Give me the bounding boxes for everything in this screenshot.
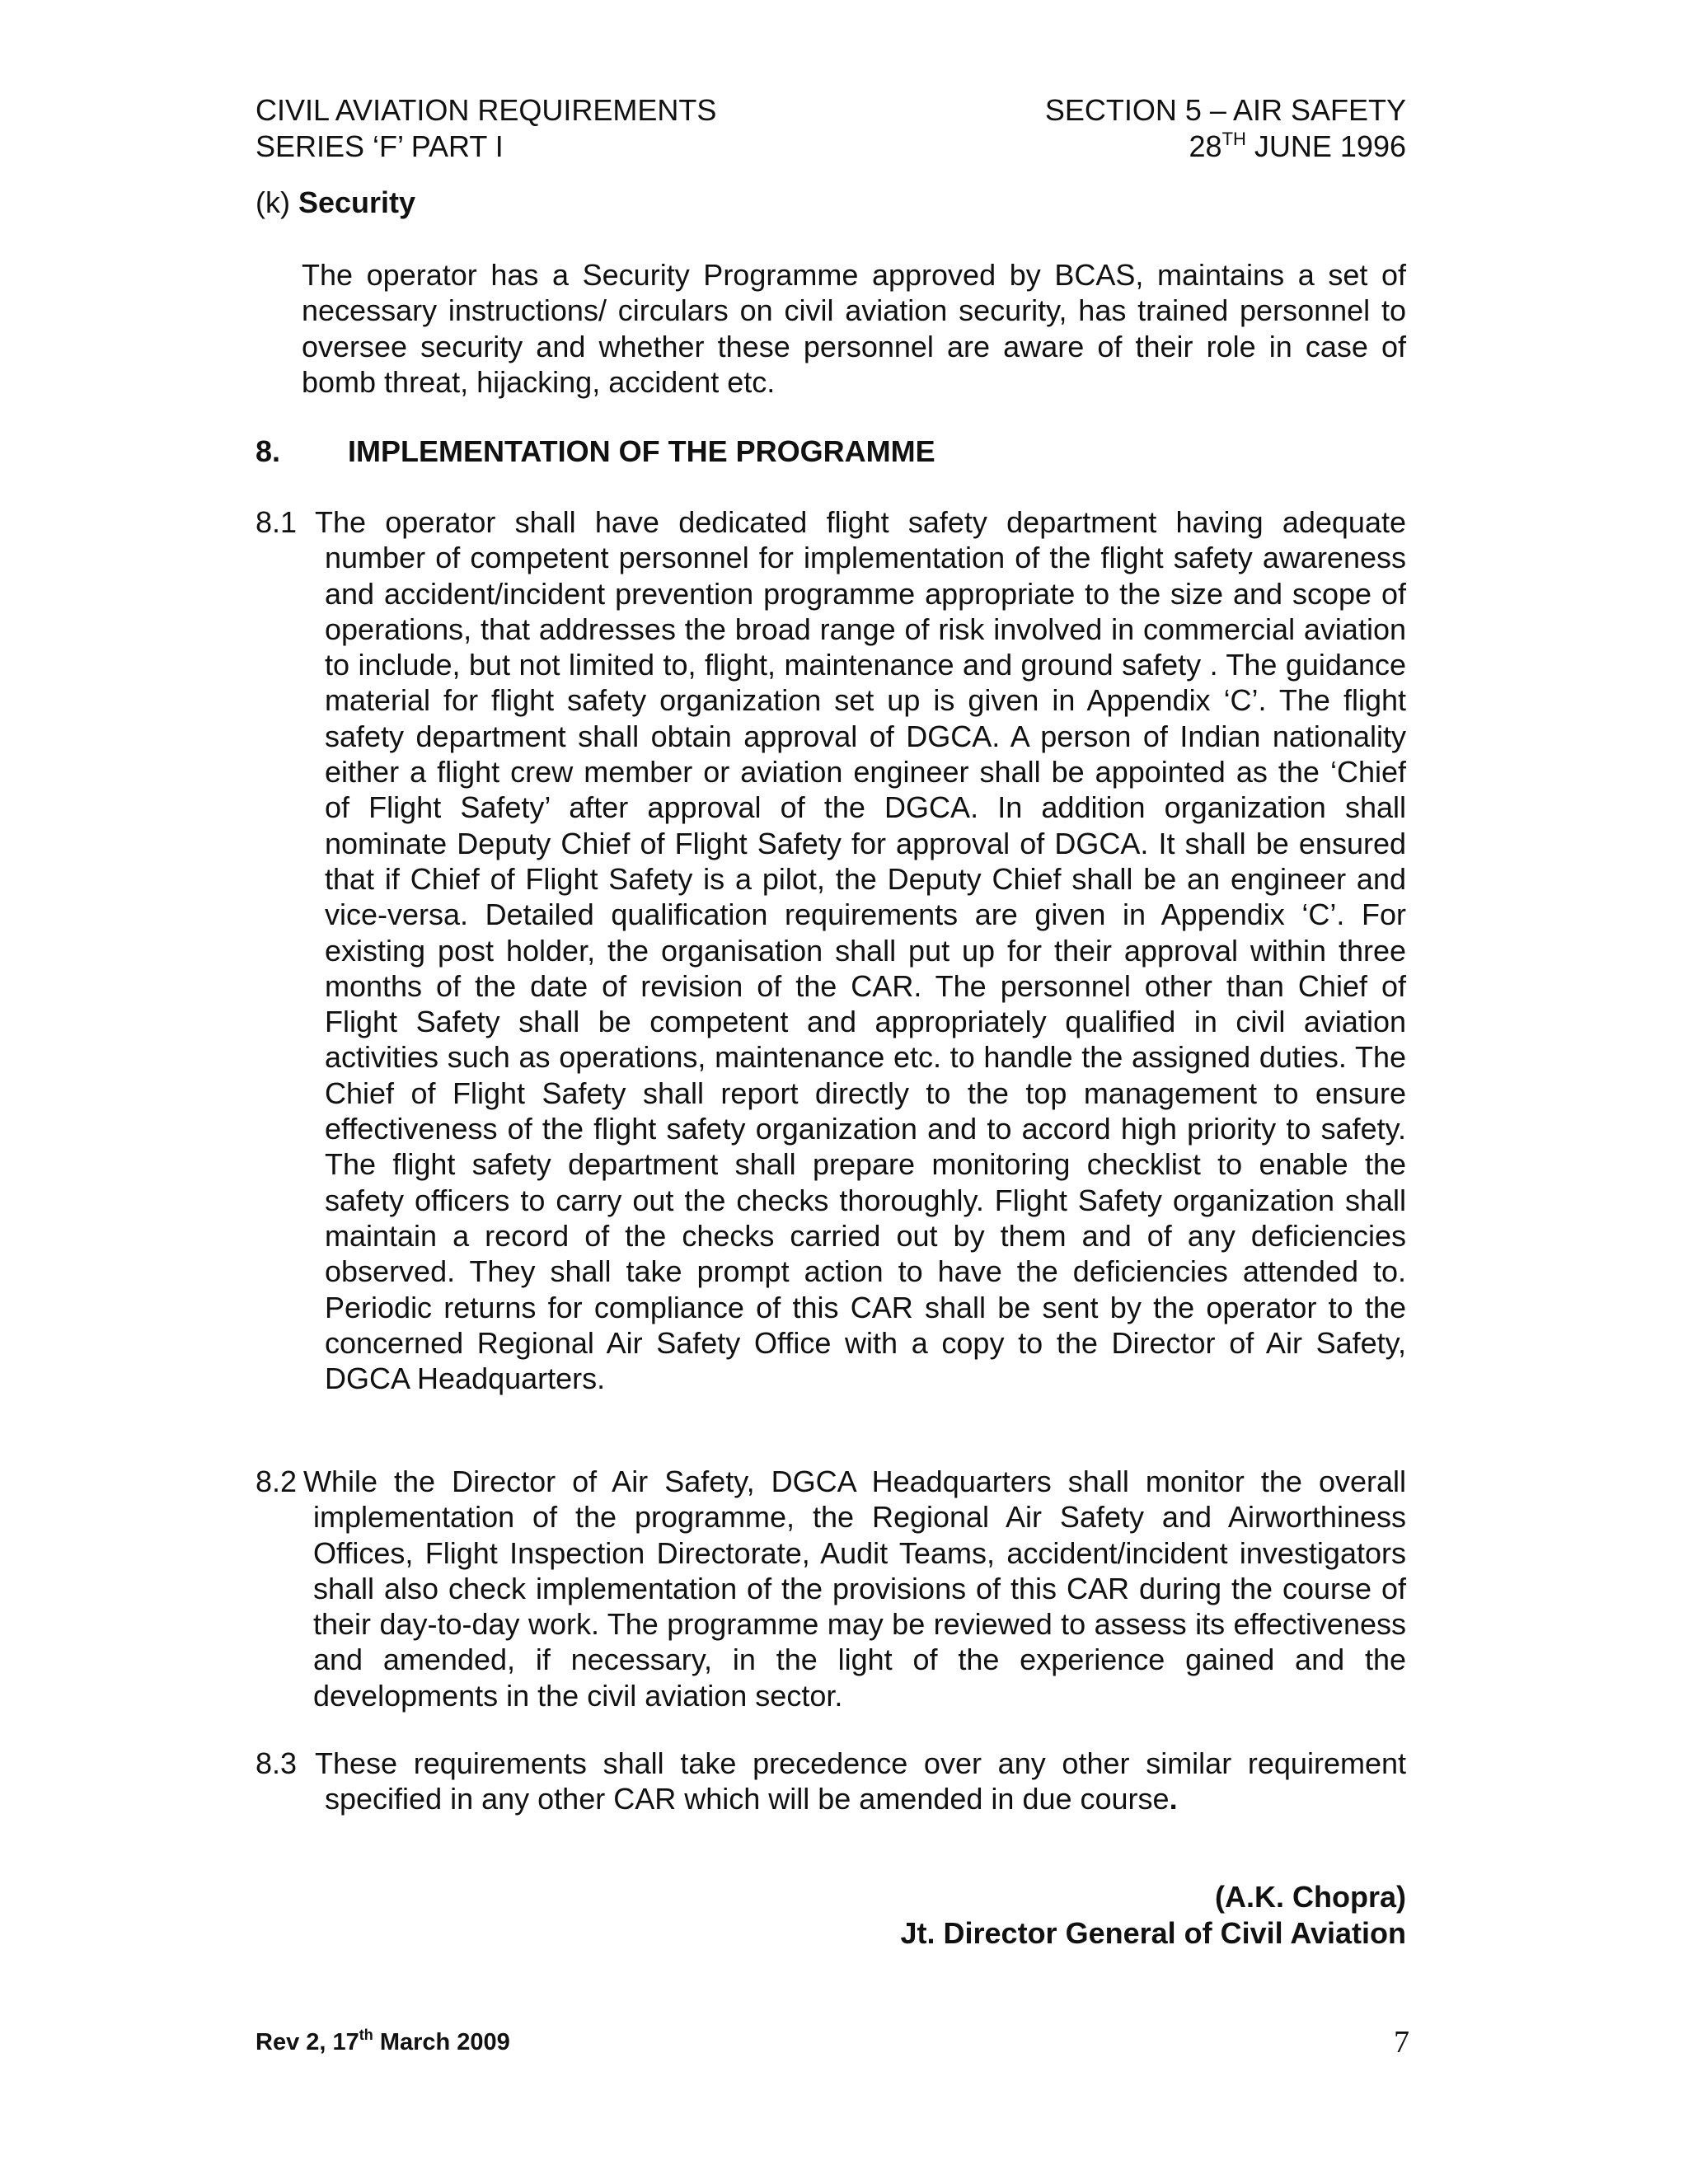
item-k-label: (k) — [256, 185, 290, 219]
header-section: SECTION 5 – AIR SAFETY — [1044, 93, 1406, 127]
header-right — [1045, 92, 1406, 165]
clause-8-1 — [256, 504, 1406, 1396]
section-8-title: IMPLEMENTATION OF THE PROGRAMME — [348, 434, 935, 468]
signatory-title: Jt. Director General of Civil Aviation — [900, 1916, 1406, 1950]
item-k-heading — [256, 185, 415, 221]
clause-8-2 — [256, 1464, 1406, 1713]
clause-number: 8.2 — [256, 1465, 298, 1498]
revision-footer — [256, 2029, 510, 2056]
revision-prefix: Rev 2, 17 — [256, 2029, 359, 2055]
clause-number: 8.3 — [256, 1746, 298, 1780]
revision-sup: th — [359, 2027, 373, 2043]
header-date-rest: JUNE 1996 — [1245, 129, 1406, 163]
clause-text: The operator shall have dedicated flight safety department having adequate number of competent personnel for implementation of the flight safety awareness and accident/incident prevention programme appropriate to the size and scope of operations, that addresses the broad range of risk involved in commercial aviation to include, but not limited to, flight, maintenance and ground safety . The guidance material for flight safety organization set up is given in Appendix ‘C’. The flight safety department shall obtain approval of DGCA. A person of Indian nationality either a flight crew member or aviation engineer shall be appointed as the ‘Chief of Flight Safety’ after approval of the DGCA. In addition organization shall nominate Deputy Chief of Flight Safety for approval of DGCA. It shall be ensured that if Chief of Flight Safety is a pilot, the Deputy Chief shall be an engineer and vice-versa. Detailed qualification requirements are given in Appendix ‘C’. For existing post holder, the organisation shall put up for their approval within three months of the date of revision of the CAR. The personnel other than Chief of Flight Safety shall be competent and appropriately qualified in civil aviation activities such as operations, maintenance etc. to handle the assigned duties. The Chief of Flight Safety shall report directly to the top management to ensure effectiveness of the flight safety organization and to accord high priority to safety. The flight safety department shall prepare monitoring checklist to enable the safety officers to carry out the checks thoroughly. Flight Safety organization shall maintain a record of the checks carried out by them and of any deficiencies observed. They shall take prompt action to have the deficiencies attended to. Periodic returns for compliance of this CAR shall be sent by the operator to the concerned Regional Air Safety Office with a copy to the Director of Air Safety, DGCA Headquarters. — [315, 505, 1406, 1396]
header-date-sup: TH — [1221, 129, 1246, 149]
clause-text: These requirements shall take precedence over any other similar requirement specified in any other CAR which will be amended in due course — [315, 1746, 1406, 1816]
clause-number: 8.1 — [256, 505, 298, 539]
page-number: 7 — [1394, 2025, 1409, 2060]
header-date-day: 28 — [1189, 129, 1222, 163]
header-series: SERIES ‘F’ PART I — [256, 129, 504, 163]
item-k-body: The operator has a Security Programme approved by BCAS, maintains a set of necessary instructions/ circulars on civil aviation security, has trained personnel to oversee security and whether these personnel are aware of their role in case of bomb threat, hijacking, accident etc. — [302, 258, 1406, 399]
header-left — [256, 92, 716, 165]
clause-text-end: . — [1169, 1782, 1178, 1816]
section-8-heading — [256, 434, 935, 470]
clause-8-3 — [256, 1746, 1406, 1817]
item-k-title: Security — [298, 185, 416, 219]
header-title: CIVIL AVIATION REQUIREMENTS — [256, 93, 717, 127]
signatory-name: (A.K. Chopra) — [1215, 1880, 1406, 1914]
section-8-number: 8. — [256, 434, 281, 468]
header-date — [1045, 129, 1406, 165]
revision-suffix: March 2009 — [373, 2029, 510, 2055]
clause-text-wrap — [256, 1746, 1406, 1817]
clause-text: While the Director of Air Safety, DGCA Headquarters shall monitor the overall implementation of the programme, the Regional Air Safety and Airworthiness Offices, Flight Inspection Directorate, Audit Teams, accident/incident investigators shall also check implementation of the provisions of this CAR during the course of their day-to-day work. The programme may be reviewed to assess its effectiveness and amended, if necessary, in the light of the experience gained and the developments in the civil aviation sector. — [303, 1465, 1406, 1713]
